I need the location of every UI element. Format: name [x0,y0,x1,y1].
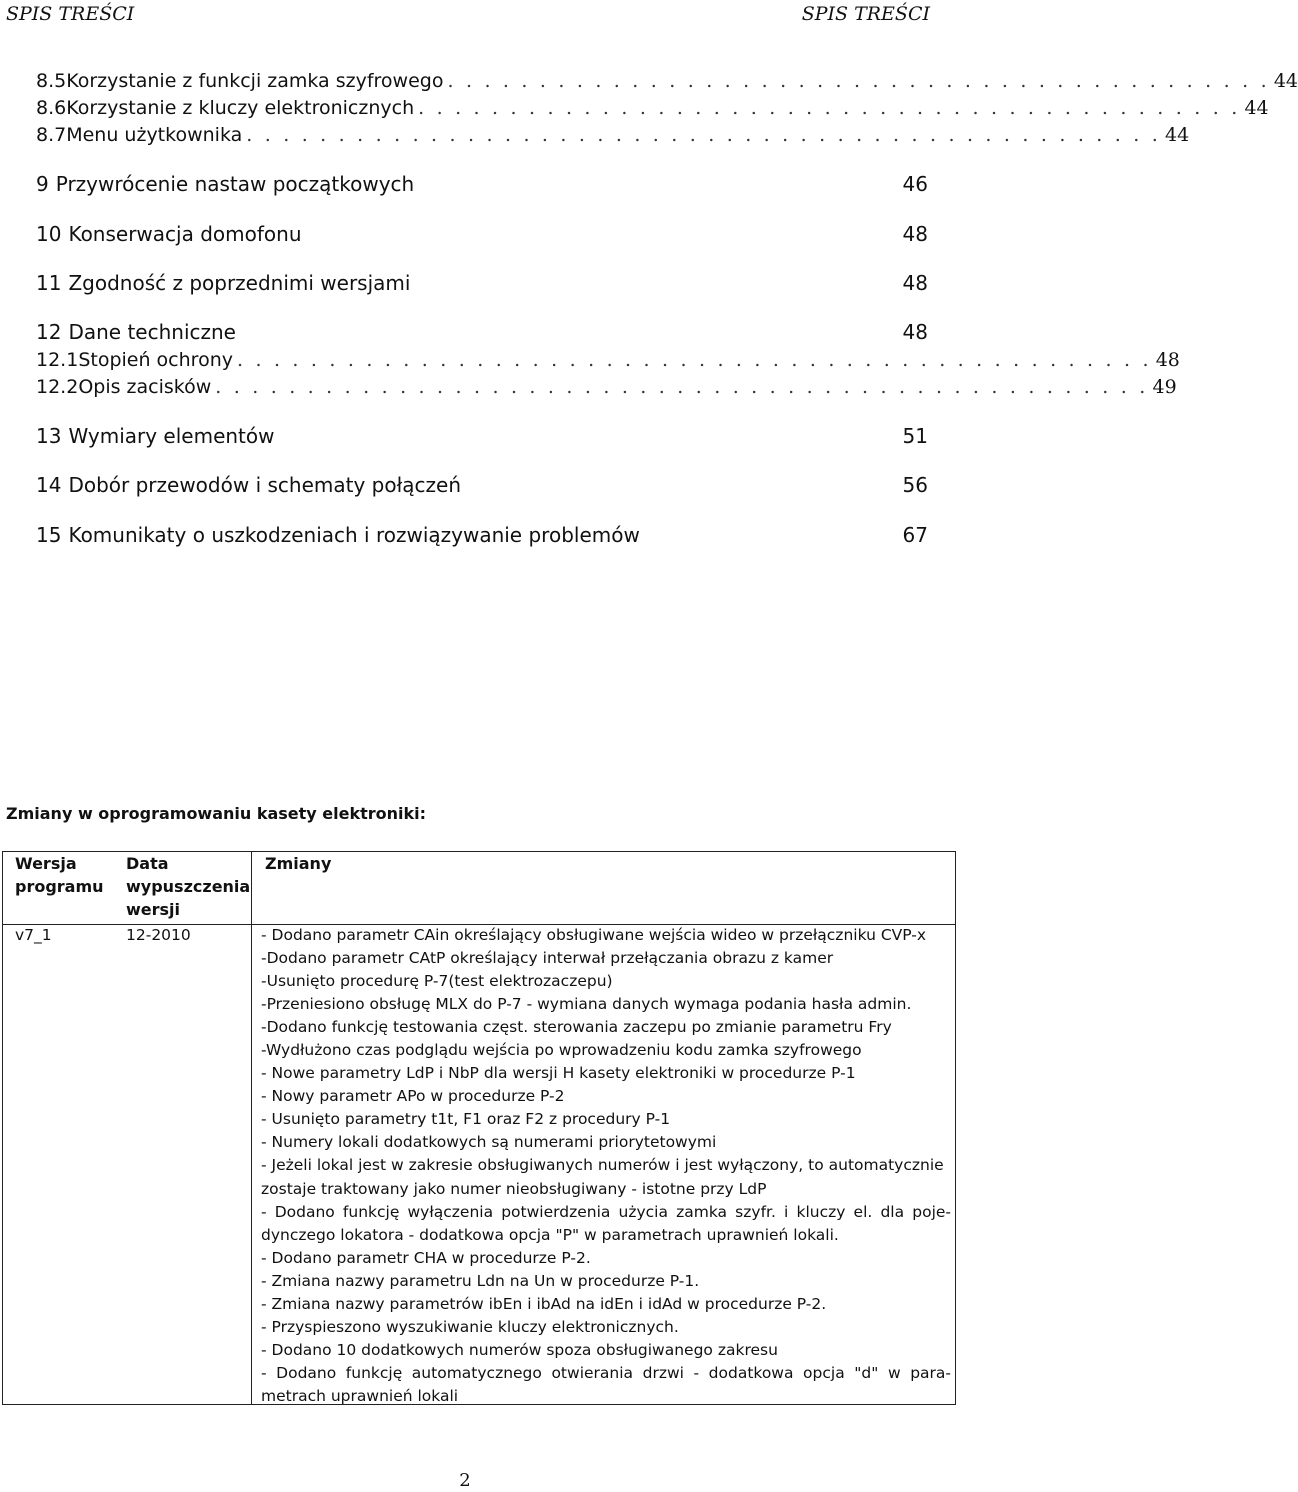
toc-entry-number: 8.7 [36,124,67,146]
toc-entry-title: Korzystanie z funkcji zamka szyfrowego [66,70,444,92]
toc-entry-number: 8.6 [36,97,67,119]
toc-section-page: 48 [902,271,928,295]
toc-section-number: 11 [36,271,62,295]
th-date-line3: wersji [126,900,181,919]
change-line: - Usunięto parametry t1t, F1 oraz F2 z procedury P-1 [261,1110,671,1129]
toc-section-number: 13 [36,424,62,448]
toc-entry-page: 49 [1152,376,1177,398]
change-line: zostaje traktowany jako numer nieobsługiwany - istotne przy LdP [261,1179,767,1198]
toc-entry-title: Korzystanie z kluczy elektronicznych [66,97,415,119]
change-line: - Dodano parametr CHA w procedurze P-2. [261,1248,591,1267]
toc-leader-dots: . . . . . . . . . . . . . . . . . . . . . . . . . . . . . . . . . . . . . . . . . . . . . [418,97,1241,119]
toc-section-page: 46 [902,172,928,196]
th-version-line2: programu [15,877,104,896]
toc-section-title: Dobór przewodów i schematy połączeń [68,473,461,497]
toc-entry-page: 48 [1155,349,1180,371]
change-line: - Dodano parametr CAin określający obsługiwane wejścia wideo w przełączniku CVP-x [261,926,927,944]
toc-section-title: Zgodność z poprzednimi wersjami [68,271,411,295]
cell-date: 12-2010 [126,926,191,944]
toc-entry-12-1[interactable] [36,349,1180,375]
cell-changes [261,924,951,1408]
toc-section-number: 9 [36,172,49,196]
change-line: - Dodano 10 dodatkowych numerów spoza obsługiwanego zakresu [261,1340,778,1359]
th-changes: Zmiany [265,854,332,873]
toc-leader-dots: . . . . . . . . . . . . . . . . . . . . . . . . . . . . . . . . . . . . . . . . . . . . . [447,70,1270,92]
toc-section-number: 14 [36,473,62,497]
change-line: -Wydłużono czas podglądu wejścia po wprowadzeniu kodu zamka szyfrowego [261,1041,862,1060]
toc-section-11[interactable] [36,271,928,301]
toc-section-page: 51 [902,424,928,448]
toc-entry-number: 12.2 [36,376,79,398]
toc-entry-page: 44 [1244,97,1269,119]
change-line: -Usunięto procedurę P-7(test elektrozaczepu) [261,972,613,991]
toc-section-page: 67 [902,523,928,547]
changes-table [2,851,956,1405]
change-line: metrach uprawnień lokali [261,1386,459,1405]
running-header-left: SPIS TREŚCI [6,3,135,25]
toc-section-number: 12 [36,320,62,344]
change-line: - Nowe parametry LdP i NbP dla wersji H kasety elektroniki w procedurze P-1 [261,1064,856,1083]
toc-section-title: Przywrócenie nastaw początkowych [55,172,415,196]
change-line: - Dodano funkcję automatycznego otwierania drzwi - dodatkowa opcja "d" w para- [261,1363,951,1382]
change-line: -Dodano funkcję testowania częst. sterowania zaczepu po zmianie parametru Fry [261,1018,892,1037]
toc-entry-8-6[interactable] [36,97,1269,123]
change-line: dynczego lokatora - dodatkowa opcja "P" w parametrach uprawnień lokali. [261,1225,839,1244]
toc-leader-dots: . . . . . . . . . . . . . . . . . . . . . . . . . . . . . . . . . . . . . . . . . . . . . . . . . . [236,349,1152,371]
toc-entry-page: 44 [1273,70,1298,92]
toc-section-page: 48 [902,222,928,246]
th-version-line1: Wersja [15,854,77,873]
change-line: - Numery lokali dodatkowych są numerami priorytetowymi [261,1133,717,1152]
toc-entry-title: Stopień ochrony [78,349,233,371]
toc-entry-page: 44 [1164,124,1190,146]
toc-section-page: 48 [902,320,928,344]
toc-entry-12-2[interactable] [36,376,1177,402]
change-line: - Zmiana nazwy parametru Ldn na Un w procedurze P-1. [261,1271,700,1290]
toc-section-15[interactable] [36,523,928,553]
toc-section-10[interactable] [36,222,928,252]
toc-section-title: Dane techniczne [68,320,236,344]
toc-entry-title: Opis zacisków [78,376,212,398]
running-header-right: SPIS TREŚCI [801,3,930,25]
toc-entry-number: 8.5 [36,70,67,92]
toc-entry-8-5[interactable] [36,70,1298,96]
changes-heading: Zmiany w oprogramowaniu kasety elektroniki: [6,804,427,823]
table-column-divider [251,852,252,1404]
change-line: - Jeżeli lokal jest w zakresie obsługiwanych numerów i jest wyłączony, to automatycznie [261,1156,944,1175]
th-date-line1: Data [126,854,169,873]
toc-section-9[interactable] [36,172,928,202]
toc-section-title: Komunikaty o uszkodzeniach i rozwiązywanie problemów [68,523,640,547]
toc-section-12[interactable] [36,320,928,350]
change-line: - Nowy parametr APo w procedurze P-2 [261,1087,565,1106]
change-line: - Przyspieszono wyszukiwanie kluczy elektronicznych. [261,1317,679,1336]
change-line: - Dodano funkcję wyłączenia potwierdzenia użycia zamka szyfr. i kluczy el. dla poje- [261,1202,951,1221]
toc-section-number: 10 [36,222,62,246]
toc-section-title: Konserwacja domofonu [68,222,302,246]
page-number: 2 [459,1470,471,1491]
toc-section-page: 56 [902,473,928,497]
cell-version: v7_1 [15,926,52,944]
change-line: - Zmiana nazwy parametrów ibEn i ibAd na idEn i idAd w procedurze P-2. [261,1294,827,1313]
toc-section-14[interactable] [36,473,928,503]
toc-leader-dots: . . . . . . . . . . . . . . . . . . . . . . . . . . . . . . . . . . . . . . . . . . . . . . . . . . . [215,376,1149,398]
toc-section-13[interactable] [36,424,928,454]
th-date-line2: wypuszczenia [126,877,251,896]
change-line: -Dodano parametr CAtP określający interwał przełączania obrazu z kamer [261,949,834,968]
toc-section-number: 15 [36,523,62,547]
change-line: -Przeniesiono obsługę MLX do P-7 - wymiana danych wymaga podania hasła admin. [261,995,912,1014]
toc-entry-number: 12.1 [36,349,79,371]
toc-entry-8-7[interactable] [36,124,1190,150]
toc-section-title: Wymiary elementów [68,424,275,448]
toc-leader-dots: . . . . . . . . . . . . . . . . . . . . . . . . . . . . . . . . . . . . . . . . . . . . . . . . . . [246,124,1161,146]
toc-entry-title: Menu użytkownika [66,124,243,146]
